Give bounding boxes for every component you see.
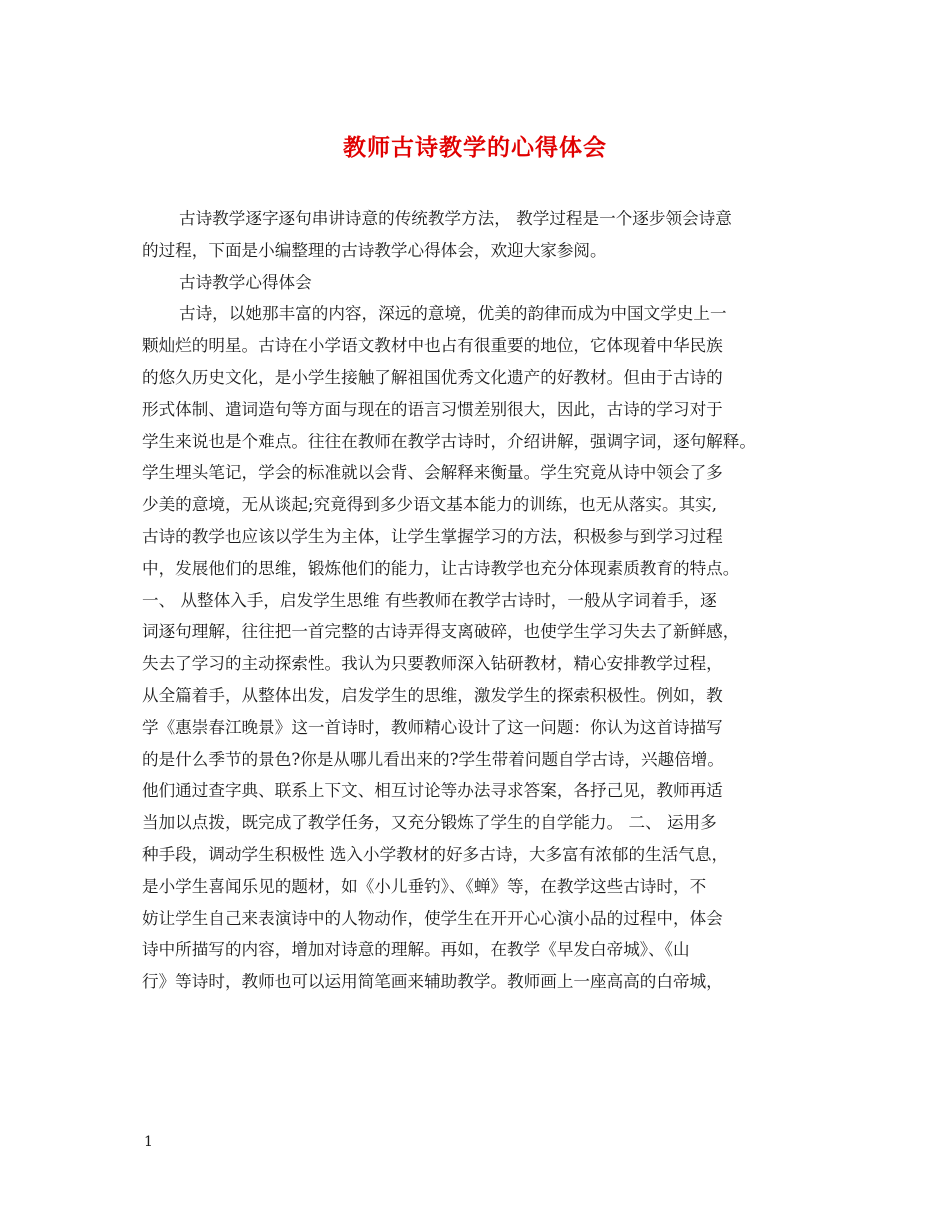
document-body bbox=[142, 203, 810, 998]
text-line: 诗中所描写的内容，增加对诗意的理解。再如，在教学《早发白帝城》、《山 bbox=[142, 940, 690, 960]
text-line: 是小学生喜闻乐见的题材，如《小儿垂钓》、《蝉》等，在教学这些古诗时，不 bbox=[142, 876, 707, 896]
page-number: 1 bbox=[144, 1134, 153, 1150]
text-line: 古诗，以她那丰富的内容，深远的意境，优美的韵律而成为中国文学史上一 bbox=[179, 304, 727, 324]
text-line: 妨让学生自己来表演诗中的人物动作，使学生在开开心心演小品的过程中，体会 bbox=[142, 908, 723, 928]
text-line: 形式体制、遣词造句等方面与现在的语言习惯差别很大，因此，古诗的学习对于 bbox=[142, 399, 723, 419]
text-line: 学生来说也是个难点。往往在教师在教学古诗时，介绍讲解，强调字词，逐句解释。 bbox=[142, 431, 756, 451]
text-line: 的悠久历史文化，是小学生接触了解祖国优秀文化遗产的好教材。但由于古诗的 bbox=[142, 367, 723, 387]
text-line: 失去了学习的主动探索性。我认为只要教师深入钻研教材，精心安排教学过程， bbox=[142, 654, 723, 674]
text-line: 他们通过查字典、联系上下文、相互讨论等办法寻求答案，各抒己见，教师再适 bbox=[142, 781, 723, 801]
text-line: 中，发展他们的思维，锻炼他们的能力，让古诗教学也充分体现素质教育的特点。 bbox=[142, 558, 740, 578]
text-line: 学《惠崇春江晚景》这一首诗时，教师精心设计了这一问题：你认为这首诗描写 bbox=[142, 717, 723, 737]
document-title: 教师古诗教学的心得体会 bbox=[343, 134, 607, 161]
text-line: 的是什么季节的景色?你是从哪儿看出来的?学生带着问题自学古诗，兴趣倍增。 bbox=[142, 749, 724, 769]
text-line: 古诗的教学也应该以学生为主体，让学生掌握学习的方法，积极参与到学习过程 bbox=[142, 526, 723, 546]
text-line: 学生埋头笔记，学会的标准就以会背、会解释来衡量。学生究竟从诗中领会了多 bbox=[142, 463, 723, 483]
text-line: 词逐句理解，往往把一首完整的古诗弄得支离破碎，也使学生学习失去了新鲜感， bbox=[142, 622, 740, 642]
text-line: 颗灿烂的明星。古诗在小学语文教材中也占有很重要的地位，它体现着中华民族 bbox=[142, 336, 723, 356]
text-line: 的过程，下面是小编整理的古诗教学心得体会，欢迎大家参阅。 bbox=[142, 240, 607, 260]
text-line: 行》等诗时，教师也可以运用简笔画来辅助教学。教师画上一座高高的白帝城， bbox=[142, 972, 723, 992]
text-line: 从全篇着手，从整体出发，启发学生的思维，激发学生的探索积极性。例如，教 bbox=[142, 685, 723, 705]
text-line: 少美的意境，无从谈起;究竟得到多少语文基本能力的训练，也无从落实。其实, bbox=[142, 495, 718, 515]
text-line: 当加以点拨，既完成了教学任务，又充分锻炼了学生的自学能力。 二、 运用多 bbox=[142, 813, 717, 833]
section-heading: 古诗教学心得体会 bbox=[179, 272, 312, 292]
text-line: 种手段，调动学生积极性 选入小学教材的好多古诗，大多富有浓郁的生活气息， bbox=[142, 844, 729, 864]
text-line: 古诗教学逐字逐句串讲诗意的传统教学方法， 教学过程是一个逐步领会诗意 bbox=[179, 209, 732, 228]
text-line: 一、 从整体入手，启发学生思维 有些教师在教学古诗时，一般从字词着手，逐 bbox=[142, 590, 717, 610]
